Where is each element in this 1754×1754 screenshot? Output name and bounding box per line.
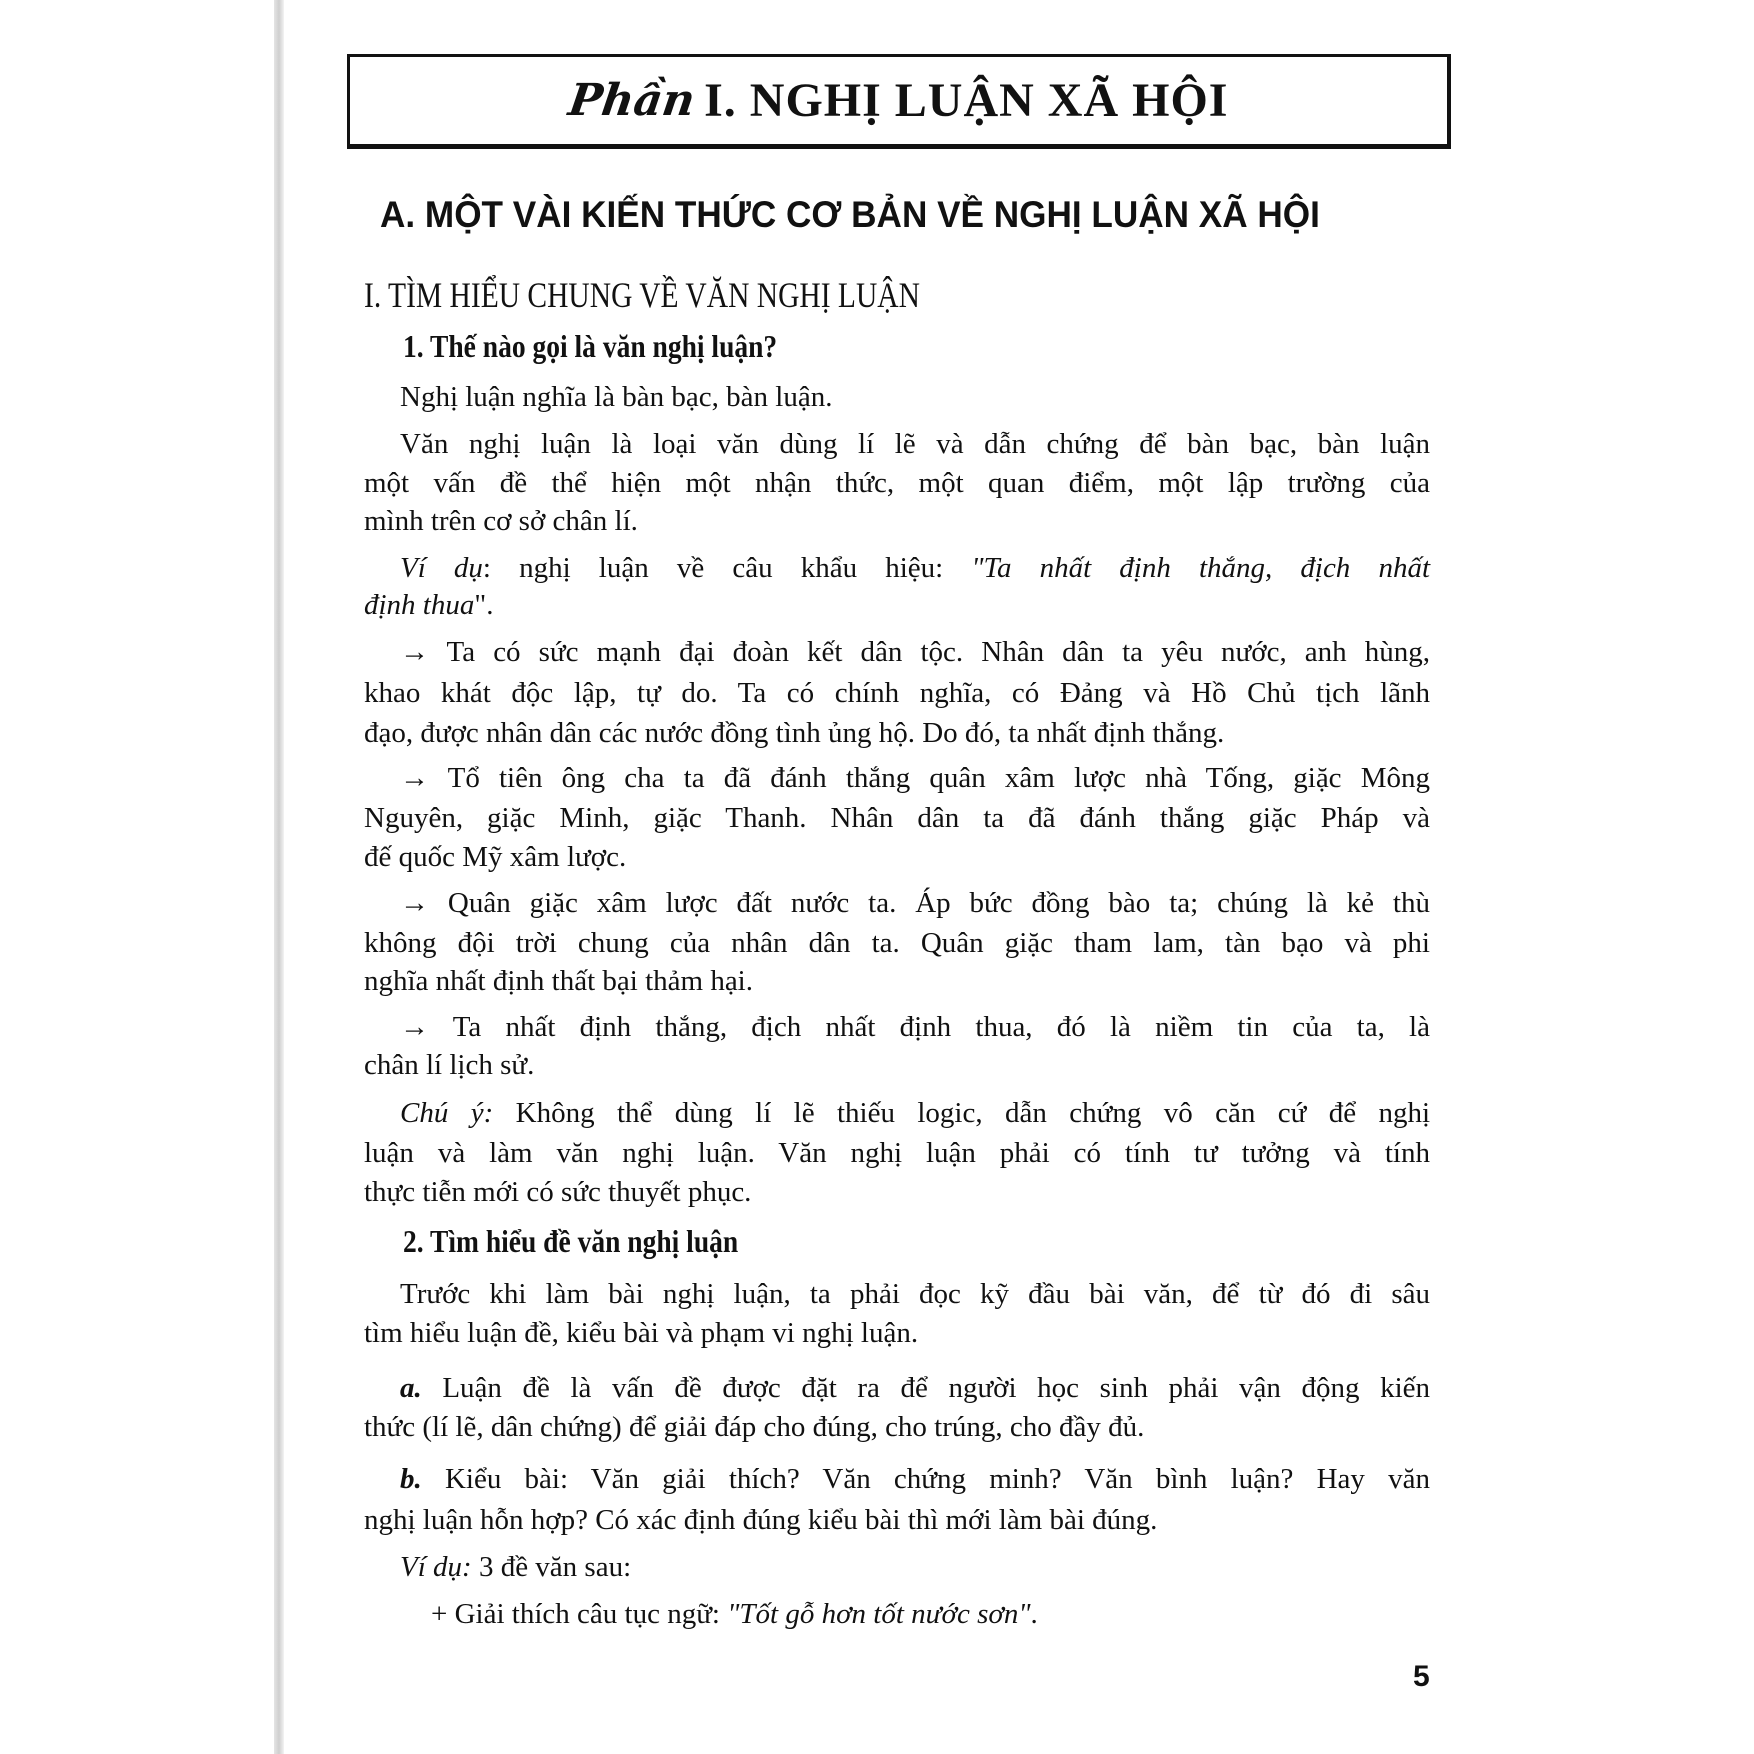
text-segment: khao khát độc lập, tự do. Ta có chính nghĩa, có Đảng và Hồ Chủ tịch lãnh <box>364 677 1430 709</box>
text-line <box>364 587 493 623</box>
text-segment: "Tốt gỗ hơn tốt nước sơn" <box>727 1598 1031 1630</box>
text-segment: một vấn đề thể hiện một nhận thức, một quan điểm, một lập trường của <box>364 467 1430 499</box>
text-segment: nghị luận hỗn hợp? Có xác định đúng kiểu bài thì mới làm bài đúng. <box>364 1504 1158 1536</box>
text-segment: "Ta nhất định thắng, địch nhất <box>971 552 1430 584</box>
text-line <box>364 1174 751 1210</box>
text-segment: → Tổ tiên ông cha ta đã đánh thắng quân xâm lược nhà Tống, giặc Mông <box>400 762 1430 794</box>
text-segment: b. <box>400 1463 422 1495</box>
text-segment: → Quân giặc xâm lược đất nước ta. Áp bức đồng bào ta; chúng là kẻ thù <box>400 887 1430 919</box>
text-line <box>364 1047 534 1083</box>
text-line <box>400 379 832 415</box>
text-segment: 3 đề văn sau: <box>471 1551 632 1583</box>
text-segment: ". <box>474 589 494 621</box>
text-line <box>400 426 1430 462</box>
text-line <box>364 925 1430 961</box>
text-segment: Chú ý: <box>400 1097 494 1129</box>
text-line <box>364 465 1430 501</box>
page-edge-shadow <box>274 0 284 1754</box>
page-number: 5 <box>1413 1660 1430 1693</box>
text-segment: Ví dụ <box>400 552 483 584</box>
text-line <box>400 1461 1430 1497</box>
text-line <box>400 1549 631 1585</box>
text-line <box>364 1502 1157 1538</box>
text-segment: mình trên cơ sở chân lí. <box>364 505 638 537</box>
text-segment: Nguyên, giặc Minh, giặc Thanh. Nhân dân ta đã đánh thắng giặc Pháp và <box>364 802 1430 834</box>
text-segment: Không thể dùng lí lẽ thiếu logic, dẫn chứng vô căn cứ để nghị <box>493 1097 1431 1129</box>
text-line <box>364 1135 1430 1171</box>
text-segment: Luận đề là vấn đề được đặt ra để người học sinh phải vận động kiến <box>421 1372 1430 1404</box>
text-segment: nghĩa nhất định thất bại thảm hại. <box>364 965 753 997</box>
text-segment: → Ta có sức mạnh đại đoàn kết dân tộc. Nhân dân ta yêu nước, anh hùng, <box>400 636 1430 668</box>
text-segment: định thua <box>364 589 475 621</box>
text-line <box>364 963 753 999</box>
text-line <box>364 715 1224 751</box>
text-line <box>364 675 1430 711</box>
text-segment: không đội trời chung của nhân dân ta. Quân giặc tham lam, tàn bạo và phi <box>364 927 1430 959</box>
text-line <box>400 1276 1430 1312</box>
text-segment: thực tiễn mới có sức thuyết phục. <box>364 1176 752 1208</box>
section-i-heading: I. TÌM HIỂU CHUNG VỀ VĂN NGHỊ LUẬN <box>364 275 920 315</box>
text-segment: Trước khi làm bài nghị luận, ta phải đọc kỹ đầu bài văn, để từ đó đi sâu <box>400 1278 1430 1310</box>
part-title: I. NGHỊ LUẬN XÃ HỘI <box>704 74 1229 127</box>
text-line <box>364 503 638 539</box>
text-line <box>364 1315 918 1351</box>
text-line <box>400 760 1430 796</box>
subsection-1-heading: 1. Thế nào gọi là văn nghị luận? <box>403 328 778 364</box>
text-line <box>364 800 1430 836</box>
text-segment: : nghị luận về câu khẩu hiệu: <box>482 552 972 584</box>
text-line <box>400 1370 1430 1406</box>
subsection-2-heading: 2. Tìm hiểu đề văn nghị luận <box>403 1223 739 1259</box>
text-segment: chân lí lịch sử. <box>364 1049 535 1081</box>
section-a-heading: A. MỘT VÀI KIẾN THỨC CƠ BẢN VỀ NGHỊ LUẬN XÃ HỘI <box>380 194 1320 235</box>
text-line <box>400 550 1430 586</box>
text-line <box>400 634 1430 670</box>
text-line <box>400 1009 1430 1045</box>
text-segment: Nghị luận nghĩa là bàn bạc, bàn luận. <box>400 381 833 413</box>
text-segment: thức (lí lẽ, dân chứng) để giải đáp cho đúng, cho trúng, cho đầy đủ. <box>364 1411 1145 1443</box>
text-segment: . <box>1030 1598 1038 1630</box>
text-line <box>364 1409 1144 1445</box>
text-line <box>400 885 1430 921</box>
text-segment: tìm hiểu luận đề, kiểu bài và phạm vi nghị luận. <box>364 1317 919 1349</box>
text-segment: đạo, được nhân dân các nước đồng tình ủng hộ. Do đó, ta nhất định thắng. <box>364 717 1225 749</box>
text-segment: Văn nghị luận là loại văn dùng lí lẽ và dẫn chứng để bàn bạc, bàn luận <box>400 428 1430 460</box>
text-segment: đế quốc Mỹ xâm lược. <box>364 841 627 873</box>
part-word: Phần <box>564 75 698 126</box>
text-line <box>400 1095 1430 1131</box>
text-segment: a. <box>400 1372 422 1404</box>
text-segment: Ví dụ: <box>400 1551 472 1583</box>
text-segment: + Giải thích câu tục ngữ: <box>431 1598 728 1630</box>
text-line <box>431 1596 1038 1632</box>
text-segment: luận và làm văn nghị luận. Văn nghị luận phải có tính tư tưởng và tính <box>364 1137 1430 1169</box>
text-segment: → Ta nhất định thắng, địch nhất định thua, đó là niềm tin của ta, là <box>400 1011 1430 1043</box>
part-title-box <box>347 54 1451 149</box>
text-segment: Kiểu bài: Văn giải thích? Văn chứng minh? Văn bình luận? Hay văn <box>421 1463 1430 1495</box>
text-line <box>364 839 626 875</box>
